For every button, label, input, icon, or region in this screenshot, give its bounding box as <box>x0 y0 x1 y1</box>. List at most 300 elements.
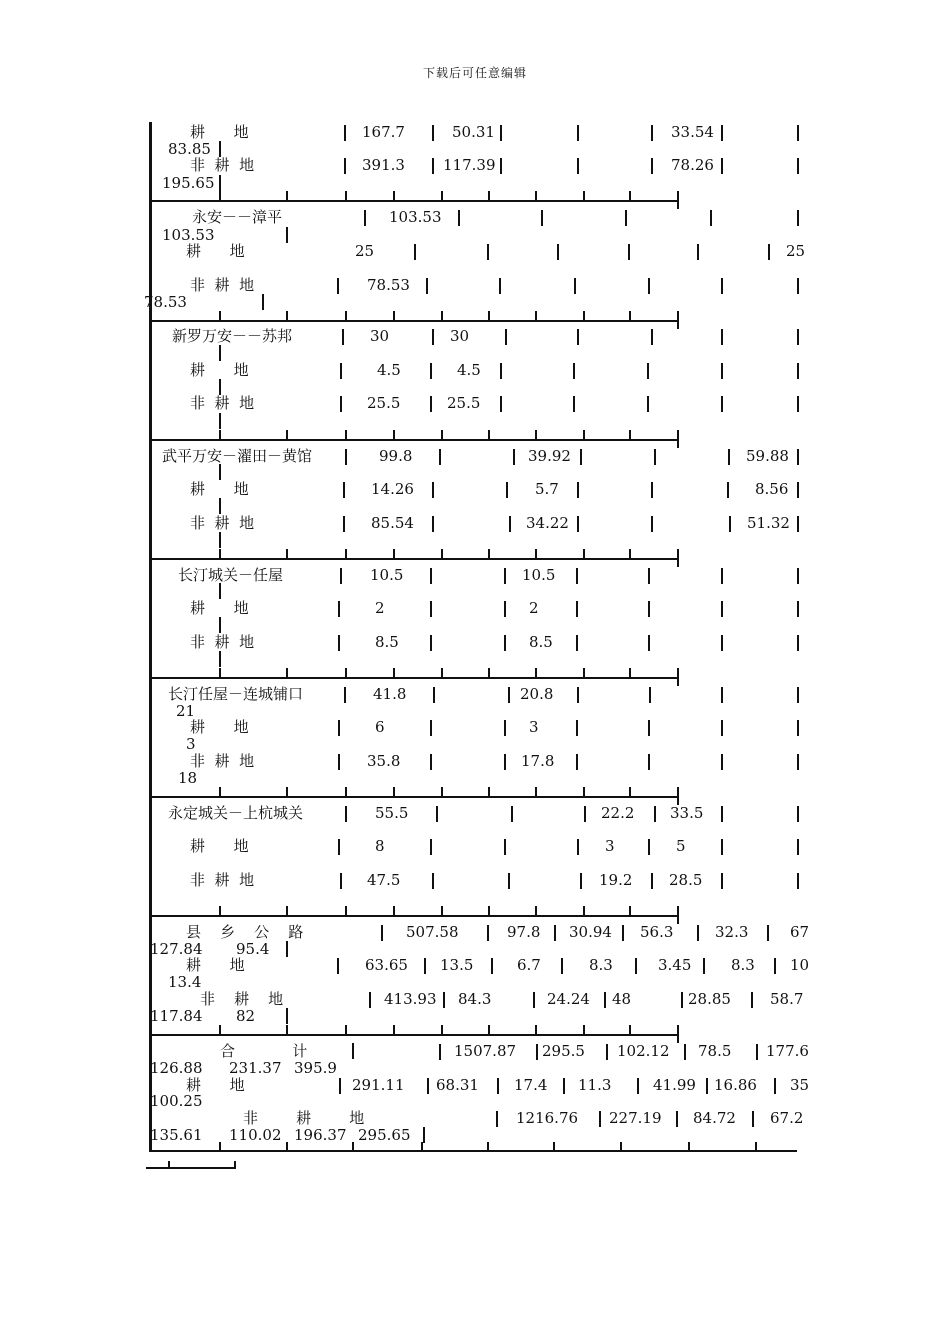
column-separator <box>797 873 799 889</box>
column-separator <box>681 992 683 1008</box>
column-separator <box>648 278 650 294</box>
column-separator <box>654 806 656 822</box>
column-separator <box>727 482 729 498</box>
table-cell-text: 55.5 <box>375 804 409 822</box>
column-separator <box>797 482 799 498</box>
separator-tick <box>535 191 537 200</box>
separator-tick <box>393 668 395 677</box>
column-separator <box>338 720 340 736</box>
separator-tick <box>629 787 631 796</box>
column-separator <box>651 482 653 498</box>
column-separator <box>338 601 340 617</box>
column-separator <box>344 687 346 703</box>
footnote-rule <box>146 1167 236 1169</box>
column-separator <box>721 278 723 294</box>
column-separator <box>576 601 578 617</box>
column-separator <box>647 396 649 412</box>
column-separator <box>721 158 723 174</box>
column-separator <box>647 363 649 379</box>
row-marker <box>219 498 221 514</box>
column-separator <box>648 568 650 584</box>
separator-tick <box>345 668 347 677</box>
table-cell-text: 1216.76 <box>516 1109 579 1127</box>
row-marker <box>286 1008 288 1024</box>
column-separator <box>648 839 650 855</box>
table-cell-text: 14.26 <box>371 480 414 498</box>
separator-tick <box>441 549 443 558</box>
table-cell-text: 291.11 <box>352 1076 405 1094</box>
column-separator <box>797 158 799 174</box>
column-separator <box>721 839 723 855</box>
table-cell-text: 117.84 <box>150 1007 203 1025</box>
column-separator <box>706 1078 708 1094</box>
separator-tick <box>393 311 395 320</box>
separator-end <box>677 1025 679 1043</box>
separator-tick <box>488 311 490 320</box>
separator-tick <box>535 668 537 677</box>
table-cell-text: 16.86 <box>714 1076 757 1094</box>
table-cell-text: 48 <box>612 990 632 1008</box>
column-separator <box>430 601 432 617</box>
column-separator <box>426 278 428 294</box>
column-separator <box>797 568 799 584</box>
column-separator <box>430 396 432 412</box>
column-separator <box>504 601 506 617</box>
separator-tick <box>286 1025 288 1034</box>
separator-tick <box>441 430 443 439</box>
column-separator <box>577 687 579 703</box>
separator-tick <box>583 311 585 320</box>
separator-tick <box>535 549 537 558</box>
table-cell-text: 30 <box>450 327 470 345</box>
table-cell-text: 102.12 <box>617 1042 670 1060</box>
column-separator <box>710 210 712 226</box>
section-separator <box>151 796 679 798</box>
column-separator <box>433 687 435 703</box>
column-separator <box>511 806 513 822</box>
column-separator <box>430 720 432 736</box>
row-marker <box>262 294 264 310</box>
column-separator <box>721 396 723 412</box>
separator-tick <box>345 311 347 320</box>
column-separator <box>580 449 582 465</box>
table-cell-text: 97.8 <box>507 923 541 941</box>
column-separator <box>721 568 723 584</box>
column-separator <box>573 396 575 412</box>
column-separator <box>751 992 753 1008</box>
separator-tick <box>219 549 221 558</box>
column-separator <box>797 210 799 226</box>
table-cell-text: 合 计 <box>220 1042 308 1060</box>
column-separator <box>797 754 799 770</box>
column-separator <box>436 806 438 822</box>
column-separator <box>576 754 578 770</box>
column-separator <box>637 1078 639 1094</box>
table-cell-text: 5 <box>676 837 686 855</box>
table-cell-text: 3 <box>605 837 615 855</box>
column-separator <box>721 635 723 651</box>
separator-tick <box>441 668 443 677</box>
table-cell-text: 33.54 <box>671 123 714 141</box>
table-cell-text: 5.7 <box>535 480 559 498</box>
table-cell-text: 2 <box>529 599 539 617</box>
separator-tick <box>583 668 585 677</box>
table-cell-text: 25 <box>355 242 375 260</box>
table-cell-text: 10.5 <box>370 566 404 584</box>
table-cell-text: 100.25 <box>150 1092 203 1110</box>
column-separator <box>721 125 723 141</box>
table-cell-text: 8 <box>375 837 385 855</box>
column-separator <box>504 568 506 584</box>
table-cell-text: 395.9 <box>294 1059 337 1077</box>
table-cell-text: 19.2 <box>599 871 633 889</box>
column-separator <box>342 329 344 345</box>
table-cell-text: 83.85 <box>168 140 211 158</box>
column-separator <box>651 329 653 345</box>
separator-tick <box>219 787 221 796</box>
table-cell-text: 21 <box>176 702 196 720</box>
column-separator <box>513 449 515 465</box>
column-separator <box>491 958 493 974</box>
row-marker <box>219 141 221 157</box>
section-separator <box>151 1034 679 1036</box>
column-separator <box>506 482 508 498</box>
table-bottom-rule <box>151 1150 797 1152</box>
column-separator <box>432 125 434 141</box>
table-cell-text: 长汀城关－任屋 <box>178 566 284 584</box>
section-separator <box>151 320 679 322</box>
separator-tick <box>629 191 631 200</box>
column-separator <box>577 482 579 498</box>
table-cell-text: 13.5 <box>440 956 474 974</box>
table-cell-text: 126.88 <box>150 1059 203 1077</box>
table-cell-text: 32.3 <box>715 923 749 941</box>
row-marker <box>219 413 221 429</box>
column-separator <box>577 329 579 345</box>
table-cell-text: 35 <box>790 1076 810 1094</box>
separator-tick <box>345 1025 347 1034</box>
separator-tick <box>488 1025 490 1034</box>
column-separator <box>774 958 776 974</box>
separator-tick <box>583 1025 585 1034</box>
table-cell-text: 78.53 <box>144 293 187 311</box>
footnote-tick <box>234 1161 236 1168</box>
table-cell-text: 117.39 <box>443 156 496 174</box>
column-separator <box>797 516 799 532</box>
separator-tick <box>535 430 537 439</box>
column-separator <box>504 839 506 855</box>
column-separator <box>648 720 650 736</box>
table-cell-text: 39.92 <box>528 447 571 465</box>
section-separator <box>151 915 679 917</box>
table-cell-text: 4.5 <box>377 361 401 379</box>
column-separator <box>430 363 432 379</box>
column-separator <box>797 278 799 294</box>
separator-tick <box>441 906 443 915</box>
separator-tick <box>393 191 395 200</box>
column-separator <box>509 516 511 532</box>
table-cell-text: 非 耕 地 <box>190 276 255 294</box>
column-separator <box>499 278 501 294</box>
row-marker <box>219 379 221 395</box>
separator-tick <box>345 549 347 558</box>
column-separator <box>424 958 426 974</box>
separator-tick <box>345 906 347 915</box>
column-separator <box>797 687 799 703</box>
separator-tick <box>345 787 347 796</box>
column-separator <box>599 1111 601 1127</box>
table-cell-text: 47.5 <box>367 871 401 889</box>
table-cell-text: 295.5 <box>542 1042 585 1060</box>
column-separator <box>577 516 579 532</box>
table-cell-text: 耕 地 <box>186 242 245 260</box>
table-cell-text: 18 <box>178 769 198 787</box>
bottom-tick <box>688 1142 690 1151</box>
column-separator <box>697 244 699 260</box>
bottom-tick <box>219 1142 221 1151</box>
column-separator <box>697 925 699 941</box>
separator-end <box>677 549 679 567</box>
bottom-tick <box>620 1142 622 1151</box>
table-cell-text: 34.22 <box>526 514 569 532</box>
table-cell-text: 50.31 <box>452 123 495 141</box>
column-separator <box>541 210 543 226</box>
separator-tick <box>219 430 221 439</box>
column-separator <box>439 449 441 465</box>
bottom-tick <box>421 1142 423 1151</box>
table-cell-text: 507.58 <box>406 923 459 941</box>
table-cell-text: 95.4 <box>236 940 270 958</box>
bottom-tick <box>487 1142 489 1151</box>
table-cell-text: 24.24 <box>547 990 590 1008</box>
table-cell-text: 25.5 <box>447 394 481 412</box>
separator-tick <box>286 311 288 320</box>
column-separator <box>797 363 799 379</box>
column-separator <box>557 244 559 260</box>
column-separator <box>676 1111 678 1127</box>
column-separator <box>500 158 502 174</box>
section-separator <box>151 200 679 202</box>
column-separator <box>504 720 506 736</box>
column-separator <box>338 754 340 770</box>
table-cell-text: 3 <box>529 718 539 736</box>
column-separator <box>729 516 731 532</box>
column-separator <box>561 958 563 974</box>
table-cell-text: 33.5 <box>670 804 704 822</box>
column-separator <box>343 516 345 532</box>
column-separator <box>432 329 434 345</box>
separator-tick <box>441 191 443 200</box>
table-cell-text: 耕 地 <box>190 837 249 855</box>
column-separator <box>774 1078 776 1094</box>
table-cell-text: 非 耕 地 <box>190 871 255 889</box>
separator-tick <box>629 668 631 677</box>
column-separator <box>337 958 339 974</box>
column-separator <box>577 125 579 141</box>
column-separator <box>554 925 556 941</box>
table-cell-text: 28.5 <box>669 871 703 889</box>
column-separator <box>508 687 510 703</box>
table-cell-text: 新罗万安－－苏邦 <box>172 327 293 345</box>
separator-tick <box>488 668 490 677</box>
table-cell-text: 78.5 <box>698 1042 732 1060</box>
table-cell-text: 78.26 <box>671 156 714 174</box>
column-separator <box>768 244 770 260</box>
table-cell-text: 1507.87 <box>454 1042 517 1060</box>
column-separator <box>340 396 342 412</box>
table-cell-text: 非 耕 地 <box>243 1109 365 1127</box>
row-marker <box>352 1043 354 1059</box>
column-separator <box>721 363 723 379</box>
table-cell-text: 30 <box>370 327 390 345</box>
table-cell-text: 413.93 <box>384 990 437 1008</box>
column-separator <box>628 244 630 260</box>
column-separator <box>487 244 489 260</box>
separator-tick <box>629 549 631 558</box>
table-cell-text: 17.4 <box>514 1076 548 1094</box>
column-separator <box>721 806 723 822</box>
table-cell-text: 武平万安－濯田－黄馆 <box>162 447 313 465</box>
section-separator <box>151 558 679 560</box>
column-separator <box>721 720 723 736</box>
table-cell-text: 8.5 <box>529 633 553 651</box>
column-separator <box>577 839 579 855</box>
column-separator <box>703 958 705 974</box>
separator-tick <box>535 787 537 796</box>
table-cell-text: 58.7 <box>770 990 804 1008</box>
table-cell-text: 82 <box>236 1007 256 1025</box>
row-marker <box>219 583 221 599</box>
column-separator <box>654 449 656 465</box>
column-separator <box>648 754 650 770</box>
separator-tick <box>535 311 537 320</box>
separator-tick <box>393 430 395 439</box>
table-cell-text: 4.5 <box>457 361 481 379</box>
column-separator <box>343 482 345 498</box>
column-separator <box>430 635 432 651</box>
separator-end <box>677 906 679 924</box>
table-cell-text: 195.65 <box>162 174 215 192</box>
column-separator <box>439 1044 441 1060</box>
column-separator <box>756 1044 758 1060</box>
separator-tick <box>583 787 585 796</box>
row-marker <box>286 227 288 243</box>
table-cell-text: 67.2 <box>770 1109 804 1127</box>
table-cell-text: 非 耕 地 <box>200 990 284 1008</box>
column-separator <box>622 925 624 941</box>
table-cell-text: 135.61 <box>150 1126 203 1144</box>
column-separator <box>496 1111 498 1127</box>
separator-tick <box>345 430 347 439</box>
separator-end <box>677 430 679 448</box>
bottom-tick <box>286 1142 288 1151</box>
separator-tick <box>345 191 347 200</box>
column-separator <box>504 635 506 651</box>
table-cell-text: 13.4 <box>168 973 202 991</box>
table-cell-text: 59.88 <box>746 447 789 465</box>
separator-end <box>677 668 679 686</box>
separator-tick <box>393 906 395 915</box>
separator-tick <box>219 906 221 915</box>
table-cell-text: 8.3 <box>589 956 613 974</box>
separator-tick <box>441 1025 443 1034</box>
separator-tick <box>286 668 288 677</box>
table-cell-text: 177.6 <box>766 1042 809 1060</box>
column-separator <box>344 158 346 174</box>
column-separator <box>576 720 578 736</box>
column-separator <box>414 244 416 260</box>
table-cell-text: 22.2 <box>601 804 635 822</box>
separator-tick <box>629 906 631 915</box>
column-separator <box>721 754 723 770</box>
column-separator <box>533 992 535 1008</box>
row-marker <box>219 175 221 191</box>
table-left-border <box>149 122 152 1152</box>
column-separator <box>604 992 606 1008</box>
column-separator <box>648 601 650 617</box>
separator-tick <box>219 668 221 677</box>
column-separator <box>797 125 799 141</box>
separator-tick <box>488 191 490 200</box>
separator-tick <box>629 1025 631 1034</box>
table-cell-text: 耕 地 <box>190 361 249 379</box>
column-separator <box>536 1044 538 1060</box>
column-separator <box>574 278 576 294</box>
table-cell-text: 2 <box>375 599 385 617</box>
table-cell-text: 3.45 <box>658 956 692 974</box>
separator-tick <box>219 311 221 320</box>
separator-tick <box>441 311 443 320</box>
column-separator <box>364 210 366 226</box>
separator-tick <box>488 787 490 796</box>
column-separator <box>432 158 434 174</box>
bottom-tick <box>553 1142 555 1151</box>
separator-tick <box>583 430 585 439</box>
table-cell-text: 非 耕 地 <box>190 514 255 532</box>
separator-end <box>677 787 679 805</box>
column-separator <box>430 839 432 855</box>
column-separator <box>651 516 653 532</box>
separator-tick <box>488 430 490 439</box>
separator-tick <box>219 191 221 200</box>
separator-tick <box>393 787 395 796</box>
table-cell-text: 耕 地 <box>190 718 249 736</box>
table-cell-text: 耕 地 <box>190 599 249 617</box>
table-cell-text: 3 <box>186 735 196 753</box>
separator-tick <box>286 906 288 915</box>
column-separator <box>651 873 653 889</box>
column-separator <box>497 1078 499 1094</box>
table-cell-text: 28.85 <box>688 990 731 1008</box>
table-cell-text: 51.32 <box>747 514 790 532</box>
separator-tick <box>488 906 490 915</box>
column-separator <box>427 1078 429 1094</box>
column-separator <box>649 687 651 703</box>
table-cell-text: 127.84 <box>150 940 203 958</box>
column-separator <box>432 873 434 889</box>
table-cell-text: 10 <box>790 956 810 974</box>
column-separator <box>573 363 575 379</box>
table-cell-text: 非 耕 地 <box>190 752 255 770</box>
column-separator <box>577 158 579 174</box>
table-cell-text: 227.19 <box>609 1109 662 1127</box>
column-separator <box>340 363 342 379</box>
column-separator <box>797 396 799 412</box>
bottom-tick <box>755 1142 757 1151</box>
column-separator <box>651 158 653 174</box>
table-cell-text: 耕 地 <box>186 956 245 974</box>
column-separator <box>563 1078 565 1094</box>
